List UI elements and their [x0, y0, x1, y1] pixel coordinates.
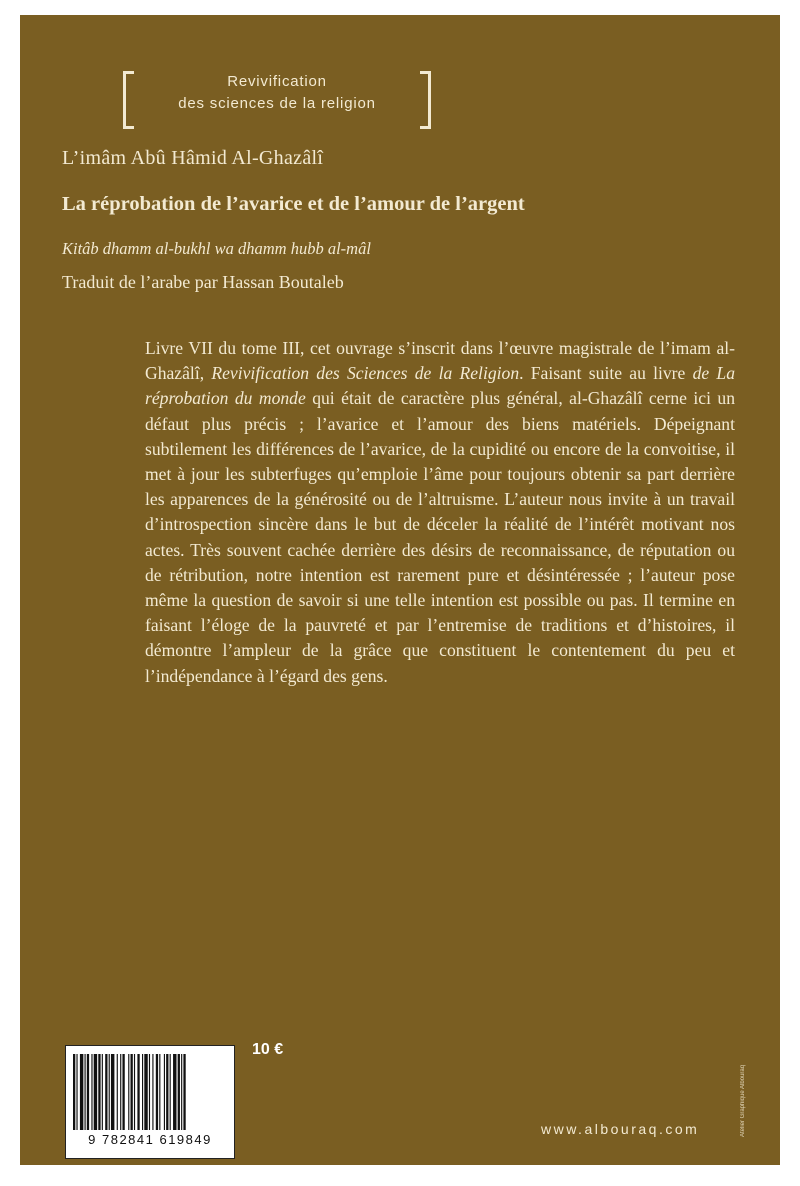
barcode-bar	[183, 1054, 185, 1130]
barcode-bar	[111, 1054, 114, 1130]
barcode-bar	[76, 1054, 77, 1130]
right-bracket	[420, 71, 431, 129]
barcode-bar	[109, 1054, 110, 1130]
website-url[interactable]: www.albouraq.com	[541, 1121, 700, 1137]
description-text-3: qui était de caractère plus général, al-Ghazâlî cerne ici un défaut plus précis ; l’avarice et l’amour des biens matériels. Dépeignant subtilement les différences de l’avarice, de la cupidité ou encore de la convoitise, il met à jour les subterfuges qu’emploie l’âme pour toujours obtenir sa part derrière les apparences de la générosité ou de l’altruisme. L’auteur nous invite à un travail d’introspection sincère dans le but de déceler la réalité de l’intérêt motivant nos actes. Très souvent cachée derrière des désirs de reconnaissance, de réputation ou de rétribution, notre intention est rarement pure et désintéressée ; l’auteur pose même la question de savoir si une telle intention est possible ou pas. Il termine en faisant l’éloge de la pauvreté et par l’entremise de traditions et d’histoires, il démontre l’ampleur de la grâce que constituent le contentement du peu et l’indépendance à l’égard des gens.	[145, 388, 735, 686]
author: L’imâm Abû Hâmid Al-Ghazâlî	[62, 147, 324, 169]
price: 10 €	[252, 1041, 284, 1058]
series-line-1: Revivification	[227, 73, 327, 90]
barcode-bar	[134, 1054, 135, 1130]
barcode-bar	[137, 1054, 139, 1130]
barcode-bar	[152, 1054, 153, 1130]
barcode-bar	[173, 1054, 176, 1130]
barcode-bar	[117, 1054, 118, 1130]
design-credit: Atelier Graphique Albouraq	[740, 1064, 746, 1137]
barcode-bar	[156, 1054, 158, 1130]
description-text-2: . Faisant suite au livre	[519, 363, 693, 384]
isbn-number: 9 782841 619849	[88, 1132, 212, 1147]
barcode-bar	[102, 1054, 103, 1130]
left-bracket	[123, 71, 134, 129]
arabic-title: Kitâb dhamm al-bukhl wa dhamm hubb al-mâl	[62, 239, 371, 258]
series-title	[136, 71, 418, 115]
barcode-bar	[164, 1054, 165, 1130]
series-line-2: des sciences de la religion	[178, 95, 376, 112]
barcode-bar	[178, 1054, 180, 1130]
work-title: Revivification des Sciences de la Religion	[211, 363, 520, 384]
barcode-bar	[149, 1054, 150, 1130]
barcode-bar	[80, 1054, 83, 1130]
barcode-bar	[91, 1054, 92, 1130]
barcode-bar	[144, 1054, 147, 1130]
barcode-bar	[120, 1054, 121, 1130]
barcode-bar	[122, 1054, 124, 1130]
book-reference: de La réprobation du monde	[145, 363, 735, 409]
barcode-bar	[128, 1054, 129, 1130]
barcode-bar	[87, 1054, 89, 1130]
barcode-bar	[73, 1054, 75, 1130]
barcode-bar	[94, 1054, 97, 1130]
barcode-bar	[159, 1054, 160, 1130]
barcode-bar	[98, 1054, 100, 1130]
description	[145, 336, 735, 689]
barcode-bar	[181, 1054, 182, 1130]
barcode-bar	[131, 1054, 133, 1130]
isbn-barcode	[65, 1045, 235, 1159]
book-back-cover	[20, 15, 780, 1165]
barcode-bar	[142, 1054, 143, 1130]
book-title: La réprobation de l’avarice et de l’amour de l’argent	[62, 193, 525, 215]
translator: Traduit de l’arabe par Hassan Boutaleb	[62, 272, 344, 292]
description-text-1: Livre VII du tome III, cet ouvrage s’inscrit dans l’œuvre magistrale de l’imam al-Ghazâlî,	[145, 338, 735, 384]
barcode-bar	[166, 1054, 168, 1130]
barcode-bars	[73, 1054, 227, 1130]
barcode-bar	[85, 1054, 86, 1130]
barcode-bar	[170, 1054, 171, 1130]
barcode-bar	[105, 1054, 107, 1130]
